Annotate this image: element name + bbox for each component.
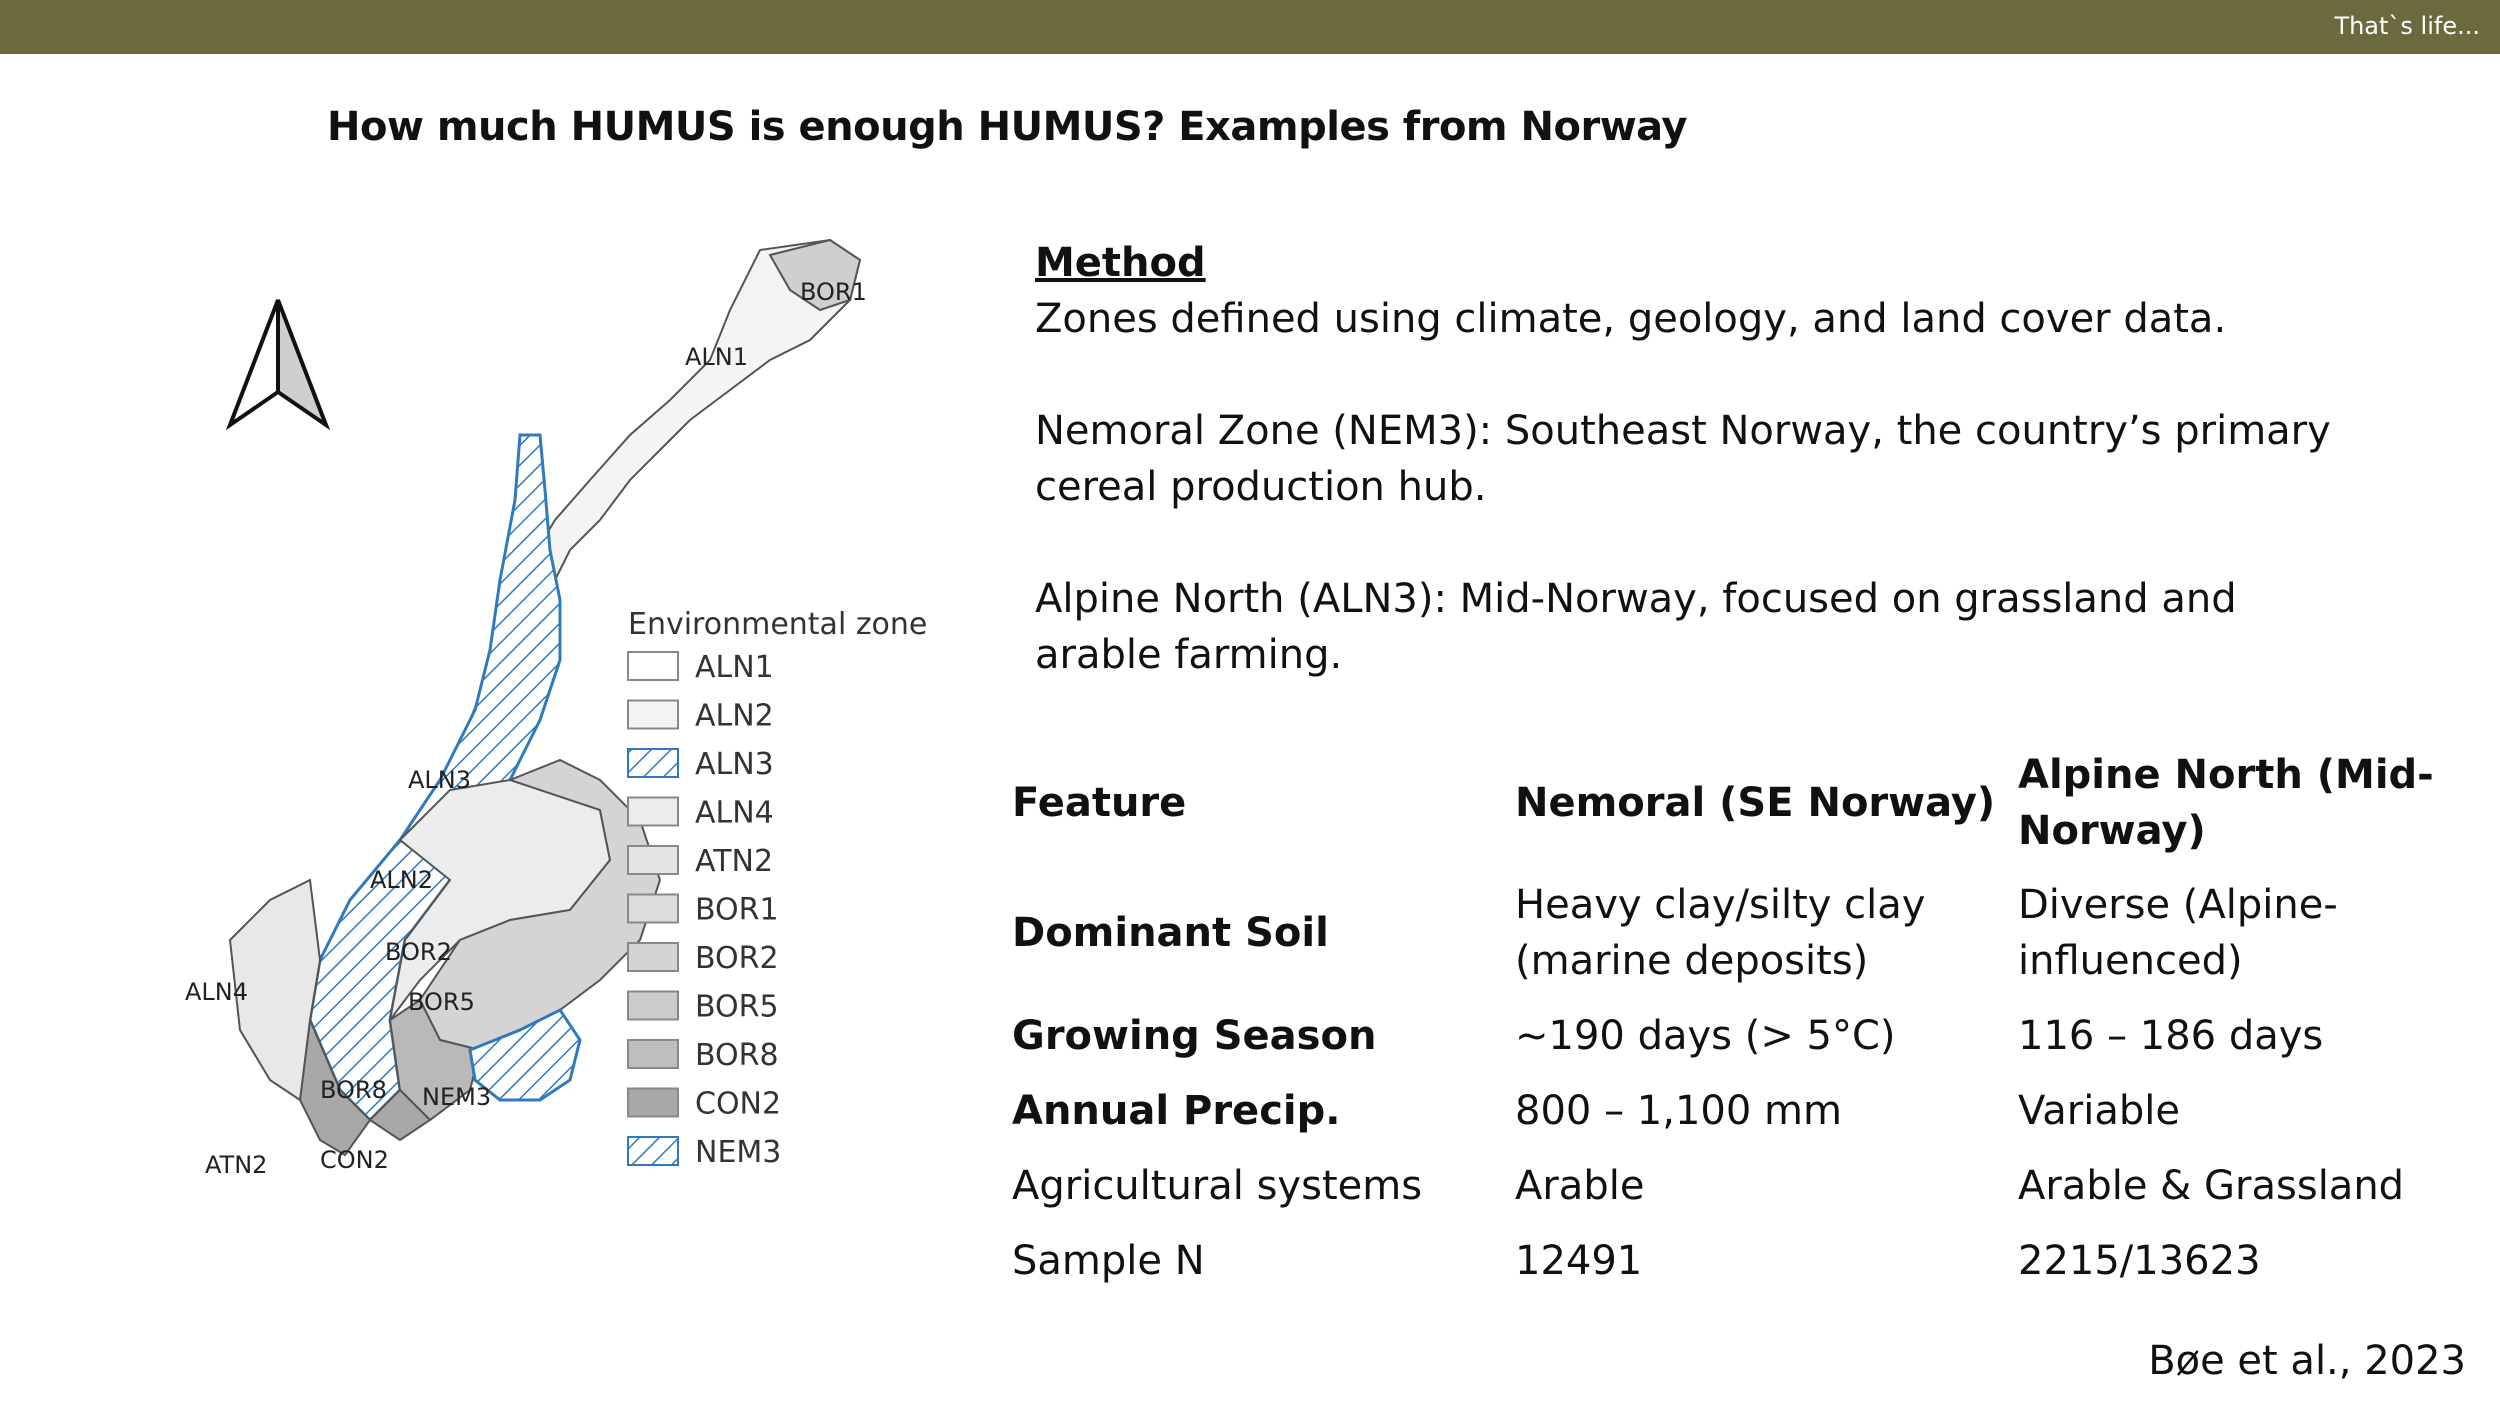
map-label-bor5: BOR5 <box>408 988 475 1016</box>
north-arrow-icon <box>230 300 326 425</box>
legend-label-aln3: ALN3 <box>695 747 774 782</box>
map-label-aln4: ALN4 <box>185 978 249 1006</box>
nemoral-description-line2: cereal production hub. <box>1035 464 1487 510</box>
table-row <box>1012 1073 2458 1148</box>
table-row <box>1012 998 2458 1073</box>
nemoral-cell: ~190 days (> 5°C) <box>1515 1012 1896 1059</box>
map-label-bor2: BOR2 <box>385 938 452 966</box>
nemoral-cell-line2: (marine deposits) <box>1515 938 1869 984</box>
feature-cell: Dominant Soil <box>1012 910 1329 956</box>
map-label-nem3: NEM3 <box>422 1083 492 1111</box>
header-alpine <box>2018 738 2458 868</box>
legend-swatch-bor5 <box>628 992 678 1020</box>
method-heading: Method <box>1035 240 1206 286</box>
legend-swatch-aln1 <box>628 652 678 680</box>
alpine-description-line2: arable farming. <box>1035 632 1343 678</box>
feature-cell: Sample N <box>1012 1237 1205 1284</box>
legend-label-atn2: ATN2 <box>695 844 774 879</box>
norway-zone-map <box>170 220 930 1220</box>
table-row <box>1012 1223 2458 1298</box>
method-line: Zones defined using climate, geology, and land cover data. <box>1035 296 2227 342</box>
map-label-aln2: ALN2 <box>370 866 434 894</box>
legend-label-aln2: ALN2 <box>695 698 774 734</box>
alpine-cell: Variable <box>2018 1087 2180 1134</box>
legend-swatch-aln3 <box>628 749 678 777</box>
feature-cell: Agricultural systems <box>1012 1162 1423 1209</box>
feature-cell: Annual Precip. <box>1012 1087 1341 1134</box>
top-bar <box>0 0 2500 54</box>
alpine-cell <box>2018 868 2458 998</box>
map-label-bor8: BOR8 <box>320 1076 387 1104</box>
legend-label-bor2: BOR2 <box>695 941 779 976</box>
feature-comparison-table <box>1012 738 2458 1298</box>
legend-label-nem3: NEM3 <box>695 1135 782 1170</box>
map-label-con2: CON2 <box>320 1146 389 1174</box>
legend-swatch-nem3 <box>628 1137 678 1165</box>
alpine-cell: 116 – 186 days <box>2018 1012 2324 1059</box>
legend-swatch-atn2 <box>628 846 678 874</box>
alpine-cell: Arable & Grassland <box>2018 1162 2405 1209</box>
map-legend <box>628 607 927 1170</box>
alpine-description-line1: Alpine North (ALN3): Mid-Norway, focused on grassland and <box>1035 576 2237 622</box>
map-label-bor1: BOR1 <box>800 278 867 306</box>
legend-label-aln4: ALN4 <box>695 795 774 831</box>
legend-label-aln1: ALN1 <box>695 650 774 685</box>
nemoral-cell <box>1515 868 2018 998</box>
legend-swatch-bor2 <box>628 943 678 971</box>
map-label-aln1: ALN1 <box>685 343 749 371</box>
legend-title: Environmental zone <box>628 607 928 642</box>
feature-cell: Growing Season <box>1012 1012 1377 1059</box>
table-header-row <box>1012 738 2458 868</box>
nemoral-cell: 12491 <box>1515 1237 1643 1284</box>
header-nemoral: Nemoral (SE Norway) <box>1515 780 1996 826</box>
legend-swatch-bor1 <box>628 895 678 923</box>
legend-swatch-aln2 <box>628 701 678 729</box>
legend-label-bor1: BOR1 <box>695 892 779 928</box>
nemoral-cell: Arable <box>1515 1162 1645 1209</box>
tagline: That`s life... <box>2334 12 2480 40</box>
alpine-cell-line2: influenced) <box>2018 938 2243 984</box>
legend-label-con2: CON2 <box>695 1086 782 1122</box>
citation: Bøe et al., 2023 <box>2148 1338 2466 1384</box>
alpine-cell-line1: Diverse (Alpine- <box>2018 882 2338 928</box>
legend-swatch-con2 <box>628 1089 678 1117</box>
legend-label-bor8: BOR8 <box>695 1038 779 1073</box>
header-alpine-line1: Alpine North (Mid- <box>2018 752 2434 798</box>
header-feature: Feature <box>1012 780 1187 826</box>
table-row <box>1012 868 2458 998</box>
table-row <box>1012 1148 2458 1223</box>
method-block <box>1035 235 2335 683</box>
legend-swatch-aln4 <box>628 798 678 826</box>
nemoral-description-line1: Nemoral Zone (NEM3): Southeast Norway, the country’s primary <box>1035 408 2331 454</box>
legend-swatch-bor8 <box>628 1040 678 1068</box>
nemoral-cell-line1: Heavy clay/silty clay <box>1515 882 1926 928</box>
alpine-cell: 2215/13623 <box>2018 1237 2261 1284</box>
map-label-atn2: ATN2 <box>205 1151 268 1179</box>
header-alpine-line2: Norway) <box>2018 808 2206 854</box>
slide-title: How much HUMUS is enough HUMUS? Examples from Norway <box>327 104 1687 150</box>
legend-label-bor5: BOR5 <box>695 989 779 1025</box>
nemoral-cell: 800 – 1,100 mm <box>1515 1087 1842 1134</box>
map-label-aln3: ALN3 <box>408 766 472 794</box>
